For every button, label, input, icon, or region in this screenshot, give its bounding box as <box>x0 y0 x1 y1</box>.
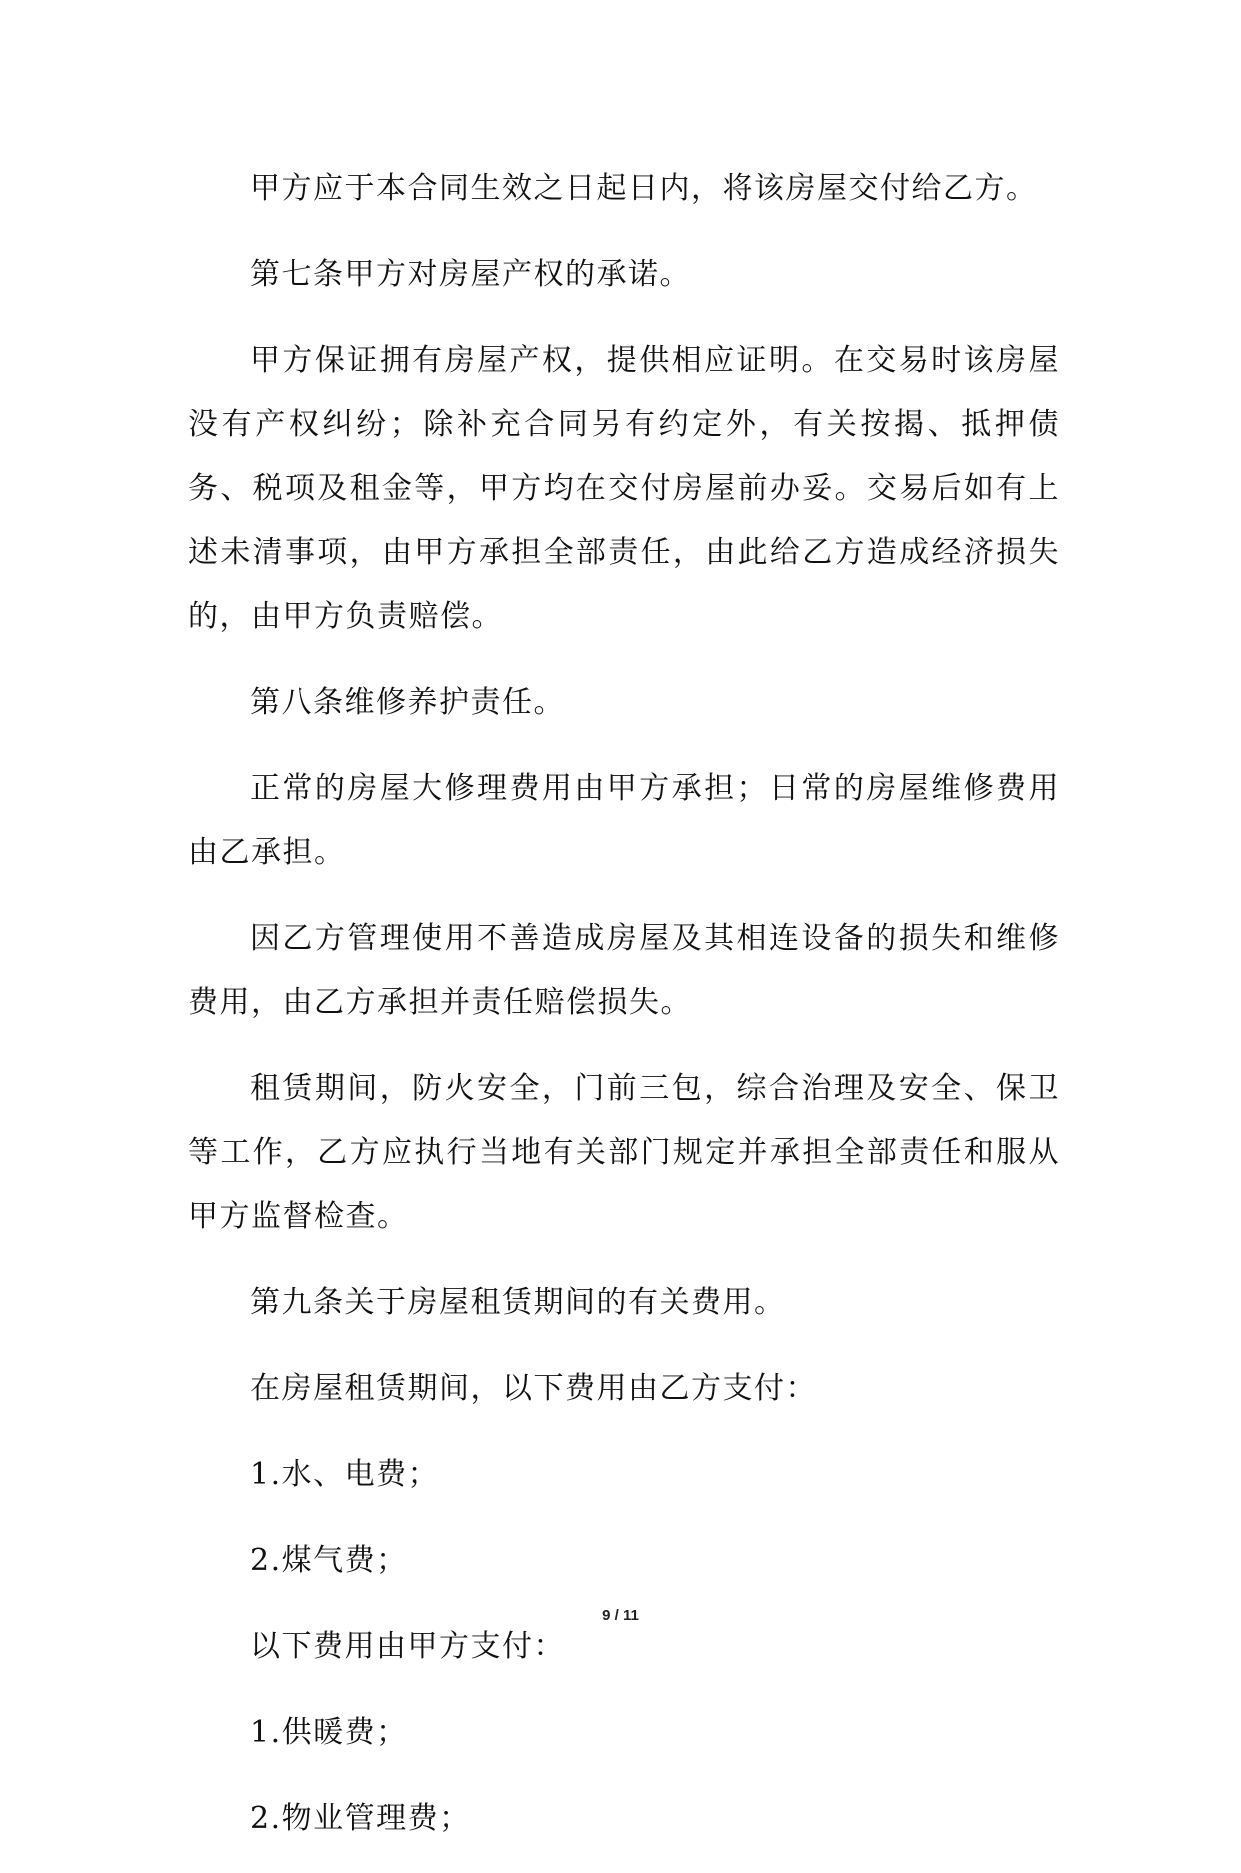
paragraph-article-9-heading: 第九条关于房屋租赁期间的有关费用。 <box>250 1285 786 1320</box>
list-item-gas: 2.煤气费； <box>250 1543 408 1578</box>
paragraph-damage-liability: 因乙方管理使用不善造成房屋及其相连设备的损失和维修费用，由乙方承担并责任赔偿损失。 <box>188 921 1060 1020</box>
paragraph-article-7-heading: 第七条甲方对房屋产权的承诺。 <box>250 257 691 292</box>
paragraph-party-a-fees-intro: 以下费用由甲方支付： <box>250 1629 565 1664</box>
paragraph-party-b-fees-intro: 在房屋租赁期间，以下费用由乙方支付： <box>250 1371 817 1406</box>
list-item-heating: 1.供暖费； <box>250 1715 408 1750</box>
page-number: 9 / 11 <box>602 1607 639 1624</box>
paragraph-safety-duties: 租赁期间，防火安全，门前三包，综合治理及安全、保卫等工作，乙方应执行当地有关部门规定并承担全部责任和服从甲方监督检查。 <box>188 1071 1060 1234</box>
paragraph-article-8-heading: 第八条维修养护责任。 <box>250 685 565 720</box>
paragraph-repair-costs: 正常的房屋大修理费用由甲方承担；日常的房屋维修费用由乙承担。 <box>188 771 1060 870</box>
list-item-property-management: 2.物业管理费； <box>250 1801 471 1836</box>
paragraph-property-rights: 甲方保证拥有房屋产权，提供相应证明。在交易时该房屋没有产权纠纷；除补充合同另有约定外，有关按揭、抵押债务、税项及租金等，甲方均在交付房屋前办妥。交易后如有上述未清事项，由甲方承担全部责任，由此给乙方造成经济损失的，由甲方负责赔偿。 <box>188 343 1060 634</box>
list-item-water-electricity: 1.水、电费； <box>250 1457 440 1492</box>
paragraph-delivery: 甲方应于本合同生效之日起日内，将该房屋交付给乙方。 <box>250 171 1038 206</box>
